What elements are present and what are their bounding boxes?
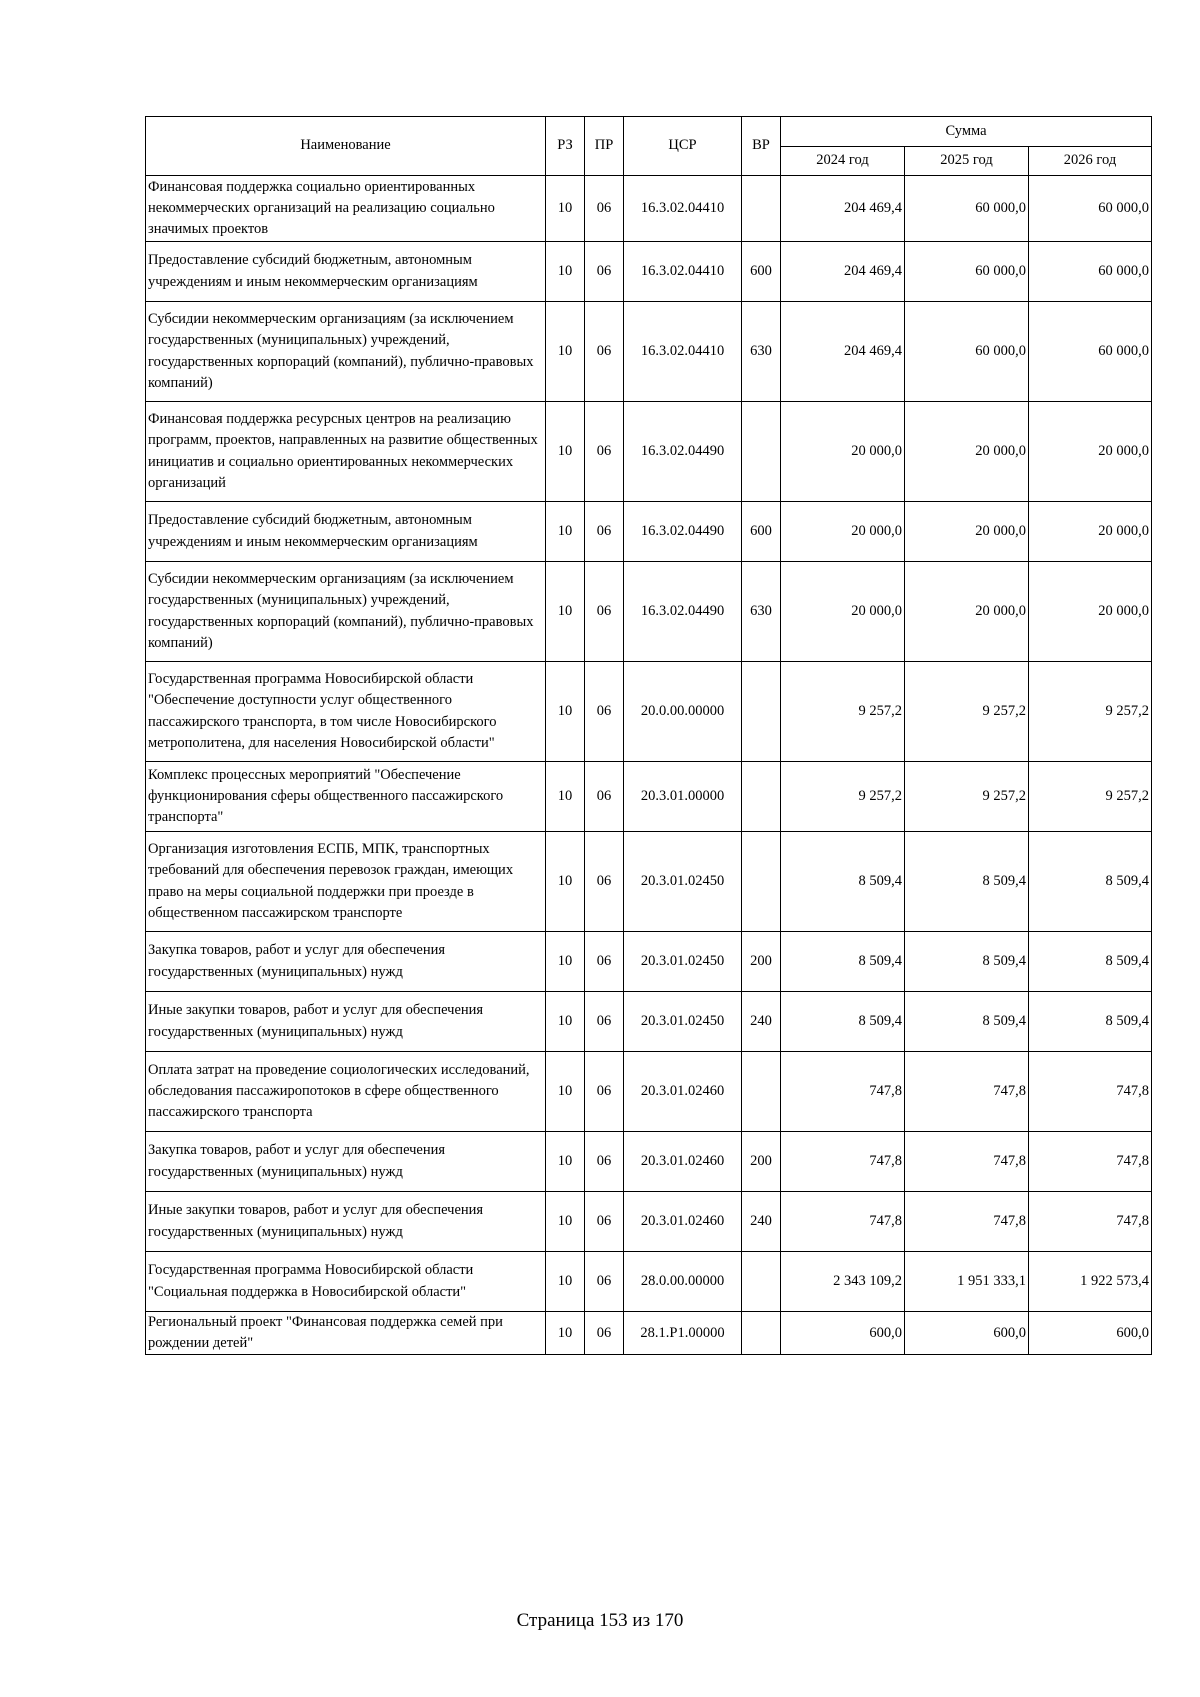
header-name: Наименование — [146, 117, 546, 176]
cell-pr: 06 — [585, 762, 624, 832]
table-row — [146, 242, 1152, 302]
cell-sum-2025: 747,8 — [905, 1132, 1029, 1192]
cell-name: Предоставление субсидий бюджетным, автономным учреждениям и иным некоммерческим организациям — [146, 502, 546, 562]
cell-name: Иные закупки товаров, работ и услуг для обеспечения государственных (муниципальных) нужд — [146, 1192, 546, 1252]
cell-rz: 10 — [546, 932, 585, 992]
cell-vr — [742, 1052, 781, 1132]
table-row — [146, 662, 1152, 762]
table-row — [146, 1252, 1152, 1312]
cell-sum-2026: 9 257,2 — [1029, 662, 1152, 762]
cell-vr — [742, 176, 781, 242]
cell-csr: 20.3.01.02460 — [624, 1192, 742, 1252]
table-row — [146, 1312, 1152, 1355]
cell-vr — [742, 402, 781, 502]
cell-sum-2024: 204 469,4 — [781, 302, 905, 402]
cell-sum-2025: 747,8 — [905, 1052, 1029, 1132]
cell-vr: 240 — [742, 1192, 781, 1252]
table-row — [146, 1132, 1152, 1192]
cell-sum-2025: 1 951 333,1 — [905, 1252, 1029, 1312]
cell-rz: 10 — [546, 502, 585, 562]
header-rz: РЗ — [546, 117, 585, 176]
cell-name: Государственная программа Новосибирской области "Социальная поддержка в Новосибирской области" — [146, 1252, 546, 1312]
cell-sum-2025: 20 000,0 — [905, 502, 1029, 562]
cell-pr: 06 — [585, 1132, 624, 1192]
cell-vr: 630 — [742, 562, 781, 662]
cell-csr: 20.3.01.00000 — [624, 762, 742, 832]
cell-pr: 06 — [585, 302, 624, 402]
cell-name: Иные закупки товаров, работ и услуг для обеспечения государственных (муниципальных) нужд — [146, 992, 546, 1052]
table-row — [146, 562, 1152, 662]
cell-vr — [742, 662, 781, 762]
cell-pr: 06 — [585, 1252, 624, 1312]
cell-rz: 10 — [546, 242, 585, 302]
cell-sum-2026: 1 922 573,4 — [1029, 1252, 1152, 1312]
table-row — [146, 1192, 1152, 1252]
cell-sum-2026: 9 257,2 — [1029, 762, 1152, 832]
cell-vr: 630 — [742, 302, 781, 402]
cell-rz: 10 — [546, 176, 585, 242]
cell-vr — [742, 1312, 781, 1355]
cell-pr: 06 — [585, 502, 624, 562]
cell-vr: 200 — [742, 1132, 781, 1192]
cell-pr: 06 — [585, 832, 624, 932]
cell-pr: 06 — [585, 402, 624, 502]
cell-sum-2024: 2 343 109,2 — [781, 1252, 905, 1312]
cell-csr: 20.3.01.02450 — [624, 932, 742, 992]
cell-vr — [742, 1252, 781, 1312]
header-pr: ПР — [585, 117, 624, 176]
cell-rz: 10 — [546, 762, 585, 832]
cell-vr: 240 — [742, 992, 781, 1052]
cell-rz: 10 — [546, 1192, 585, 1252]
cell-sum-2025: 60 000,0 — [905, 176, 1029, 242]
cell-sum-2025: 747,8 — [905, 1192, 1029, 1252]
cell-csr: 16.3.02.04410 — [624, 176, 742, 242]
header-sum: Сумма — [781, 117, 1152, 147]
cell-vr: 200 — [742, 932, 781, 992]
header-year-2024: 2024 год — [781, 147, 905, 176]
cell-sum-2026: 747,8 — [1029, 1192, 1152, 1252]
table-row — [146, 932, 1152, 992]
cell-name: Закупка товаров, работ и услуг для обеспечения государственных (муниципальных) нужд — [146, 1132, 546, 1192]
header-vr: ВР — [742, 117, 781, 176]
cell-name: Субсидии некоммерческим организациям (за исключением государственных (муниципальных) учреждений, государственных корпораций (компаний), публично-правовых компаний) — [146, 562, 546, 662]
cell-rz: 10 — [546, 992, 585, 1052]
cell-sum-2025: 20 000,0 — [905, 402, 1029, 502]
cell-csr: 20.3.01.02450 — [624, 832, 742, 932]
cell-rz: 10 — [546, 662, 585, 762]
cell-sum-2025: 9 257,2 — [905, 762, 1029, 832]
cell-sum-2024: 600,0 — [781, 1312, 905, 1355]
cell-sum-2025: 60 000,0 — [905, 242, 1029, 302]
cell-sum-2024: 8 509,4 — [781, 992, 905, 1052]
cell-csr: 16.3.02.04490 — [624, 402, 742, 502]
cell-csr: 16.3.02.04410 — [624, 302, 742, 402]
cell-pr: 06 — [585, 1192, 624, 1252]
cell-rz: 10 — [546, 562, 585, 662]
cell-name: Государственная программа Новосибирской области "Обеспечение доступности услуг общественного пассажирского транспорта, в том числе Новосибирского метрополитена, для населения Новосибирской области" — [146, 662, 546, 762]
cell-rz: 10 — [546, 302, 585, 402]
cell-sum-2024: 9 257,2 — [781, 762, 905, 832]
cell-pr: 06 — [585, 1052, 624, 1132]
cell-csr: 20.0.00.00000 — [624, 662, 742, 762]
cell-sum-2024: 8 509,4 — [781, 932, 905, 992]
cell-sum-2025: 20 000,0 — [905, 562, 1029, 662]
cell-sum-2024: 204 469,4 — [781, 242, 905, 302]
cell-pr: 06 — [585, 176, 624, 242]
cell-csr: 28.0.00.00000 — [624, 1252, 742, 1312]
cell-rz: 10 — [546, 1132, 585, 1192]
budget-table — [145, 116, 1152, 1355]
table-row — [146, 502, 1152, 562]
cell-name: Комплекс процессных мероприятий "Обеспечение функционирования сферы общественного пассажирского транспорта" — [146, 762, 546, 832]
cell-sum-2024: 204 469,4 — [781, 176, 905, 242]
cell-sum-2024: 20 000,0 — [781, 502, 905, 562]
table-row — [146, 992, 1152, 1052]
cell-vr: 600 — [742, 242, 781, 302]
cell-name: Предоставление субсидий бюджетным, автономным учреждениям и иным некоммерческим организациям — [146, 242, 546, 302]
cell-sum-2026: 20 000,0 — [1029, 562, 1152, 662]
cell-sum-2026: 8 509,4 — [1029, 992, 1152, 1052]
table-row — [146, 302, 1152, 402]
cell-csr: 20.3.01.02450 — [624, 992, 742, 1052]
cell-sum-2026: 747,8 — [1029, 1052, 1152, 1132]
cell-sum-2026: 60 000,0 — [1029, 176, 1152, 242]
cell-name: Субсидии некоммерческим организациям (за исключением государственных (муниципальных) учреждений, государственных корпораций (компаний), публично-правовых компаний) — [146, 302, 546, 402]
cell-sum-2026: 60 000,0 — [1029, 242, 1152, 302]
cell-sum-2025: 60 000,0 — [905, 302, 1029, 402]
cell-name: Финансовая поддержка социально ориентированных некоммерческих организаций на реализацию социально значимых проектов — [146, 176, 546, 242]
cell-rz: 10 — [546, 1252, 585, 1312]
cell-pr: 06 — [585, 992, 624, 1052]
table-row — [146, 402, 1152, 502]
table-row — [146, 176, 1152, 242]
cell-sum-2024: 9 257,2 — [781, 662, 905, 762]
cell-vr — [742, 832, 781, 932]
cell-sum-2024: 747,8 — [781, 1192, 905, 1252]
cell-sum-2025: 8 509,4 — [905, 992, 1029, 1052]
cell-vr — [742, 762, 781, 832]
cell-name: Организация изготовления ЕСПБ, МПК, транспортных требований для обеспечения перевозок граждан, имеющих право на меры социальной поддержки при проезде в общественном пассажирском транспорте — [146, 832, 546, 932]
cell-rz: 10 — [546, 832, 585, 932]
table-row — [146, 1052, 1152, 1132]
cell-sum-2025: 8 509,4 — [905, 932, 1029, 992]
cell-csr: 16.3.02.04410 — [624, 242, 742, 302]
cell-sum-2024: 20 000,0 — [781, 402, 905, 502]
cell-sum-2024: 20 000,0 — [781, 562, 905, 662]
cell-sum-2024: 747,8 — [781, 1132, 905, 1192]
cell-sum-2026: 600,0 — [1029, 1312, 1152, 1355]
cell-rz: 10 — [546, 1312, 585, 1355]
cell-pr: 06 — [585, 562, 624, 662]
header-csr: ЦСР — [624, 117, 742, 176]
table-header — [146, 117, 1152, 176]
cell-sum-2026: 20 000,0 — [1029, 502, 1152, 562]
cell-sum-2026: 747,8 — [1029, 1132, 1152, 1192]
cell-pr: 06 — [585, 1312, 624, 1355]
cell-csr: 16.3.02.04490 — [624, 562, 742, 662]
cell-csr: 20.3.01.02460 — [624, 1132, 742, 1192]
page-number: Страница 153 из 170 — [516, 1610, 684, 1631]
cell-rz: 10 — [546, 402, 585, 502]
cell-csr: 28.1.P1.00000 — [624, 1312, 742, 1355]
cell-pr: 06 — [585, 242, 624, 302]
cell-csr: 20.3.01.02460 — [624, 1052, 742, 1132]
cell-pr: 06 — [585, 662, 624, 762]
cell-sum-2025: 8 509,4 — [905, 832, 1029, 932]
cell-csr: 16.3.02.04490 — [624, 502, 742, 562]
cell-name: Финансовая поддержка ресурсных центров на реализацию программ, проектов, направленных на развитие общественных инициатив и социально ориентированных некоммерческих организаций — [146, 402, 546, 502]
cell-sum-2026: 8 509,4 — [1029, 832, 1152, 932]
cell-name: Региональный проект "Финансовая поддержка семей при рождении детей" — [146, 1312, 546, 1355]
cell-vr: 600 — [742, 502, 781, 562]
table-row — [146, 832, 1152, 932]
cell-pr: 06 — [585, 932, 624, 992]
cell-sum-2024: 8 509,4 — [781, 832, 905, 932]
cell-sum-2026: 8 509,4 — [1029, 932, 1152, 992]
table-body — [146, 176, 1152, 1355]
table-row — [146, 762, 1152, 832]
cell-name: Оплата затрат на проведение социологических исследований, обследования пассажиропотоков в сфере общественного пассажирского транспорта — [146, 1052, 546, 1132]
cell-sum-2025: 9 257,2 — [905, 662, 1029, 762]
cell-rz: 10 — [546, 1052, 585, 1132]
header-year-2026: 2026 год — [1029, 147, 1152, 176]
cell-sum-2024: 747,8 — [781, 1052, 905, 1132]
cell-name: Закупка товаров, работ и услуг для обеспечения государственных (муниципальных) нужд — [146, 932, 546, 992]
cell-sum-2026: 60 000,0 — [1029, 302, 1152, 402]
cell-sum-2025: 600,0 — [905, 1312, 1029, 1355]
cell-sum-2026: 20 000,0 — [1029, 402, 1152, 502]
header-year-2025: 2025 год — [905, 147, 1029, 176]
